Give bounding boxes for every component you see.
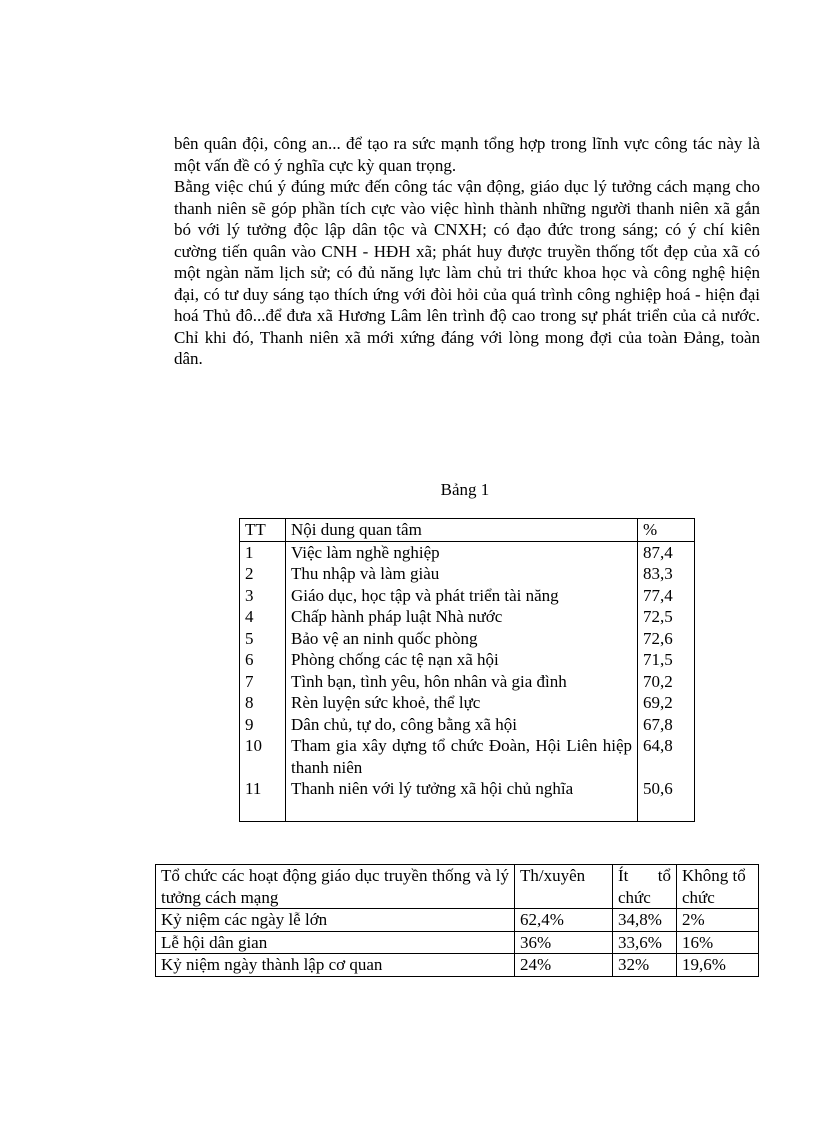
row-number: 5 [240,628,286,650]
table-row [240,671,695,693]
row-never: 19,6% [677,954,759,977]
table-1-header-tt: TT [240,519,286,542]
row-number: 7 [240,671,286,693]
row-never: 16% [677,931,759,954]
table-row [240,778,695,821]
row-content: Rèn luyện sức khoẻ, thể lực [286,692,638,714]
paragraph-1: bên quân đội, công an... để tạo ra sức mạnh tổng hợp trong lĩnh vực công tác này là một vấn đề có ý nghĩa cực kỳ quan trọng. [174,134,760,175]
row-content: Việc làm nghề nghiệp [286,541,638,563]
table-2-header-never: Không tổ chức [677,865,759,909]
row-content: Chấp hành pháp luật Nhà nước [286,606,638,628]
table-2-header-regular: Th/xuyên [515,865,613,909]
table-2-header-row [156,865,759,909]
row-percent: 71,5 [638,649,695,671]
table-2 [155,864,759,977]
row-rarely: 34,8% [613,909,677,932]
row-number: 2 [240,563,286,585]
table-row [240,563,695,585]
row-content: Tình bạn, tình yêu, hôn nhân và gia đình [286,671,638,693]
table-2-header-activity: Tổ chức các hoạt động giáo dục truyền thống và lý tưởng cách mạng [156,865,515,909]
table-row [240,714,695,736]
row-percent: 72,6 [638,628,695,650]
paragraph-2: Bằng việc chú ý đúng mức đến công tác vận động, giáo dục lý tưởng cách mạng cho thanh niên sẽ góp phần tích cực vào việc hình thành những người thanh niên xã gắn bó với lý tưởng độc lập dân tộc và CNXH; có đạo đức trong sáng; có ý chí kiên cường tiến quân vào CNH - HĐH xã; phát huy được truyền thống tốt đẹp của xã có một ngàn năm lịch sử; có đủ năng lực làm chủ tri thức khoa học và công nghệ hiện đại, có tư duy sáng tạo thích ứng với đòi hỏi của quá trình công nghiệp hoá - hiện đại hoá Thủ đô...để đưa xã Hương Lâm lên trình độ cao trong sự phát triển của cả nước. Chỉ khi đó, Thanh niên xã mới xứng đáng với lòng mong đợi của toàn Đảng, toàn dân. [174,177,760,368]
table-row [240,692,695,714]
row-content: Tham gia xây dựng tổ chức Đoàn, Hội Liên hiệp thanh niên [286,735,638,778]
row-content: Dân chủ, tự do, công bằng xã hội [286,714,638,736]
table-row [156,954,759,977]
table-row [240,541,695,563]
row-percent: 50,6 [638,778,695,821]
row-regular: 24% [515,954,613,977]
row-rarely: 33,6% [613,931,677,954]
row-percent: 77,4 [638,585,695,607]
row-number: 10 [240,735,286,778]
row-content: Thu nhập và làm giàu [286,563,638,585]
row-content: Giáo dục, học tập và phát triển tài năng [286,585,638,607]
row-number: 11 [240,778,286,821]
table-row [240,735,695,778]
row-percent: 87,4 [638,541,695,563]
row-number: 9 [240,714,286,736]
table-row [240,585,695,607]
row-percent: 83,3 [638,563,695,585]
table-2-header-rarely: Ít tổ chức [613,865,677,909]
row-percent: 67,8 [638,714,695,736]
row-number: 3 [240,585,286,607]
row-number: 6 [240,649,286,671]
row-activity: Lễ hội dân gian [156,931,515,954]
row-percent: 70,2 [638,671,695,693]
row-rarely: 32% [613,954,677,977]
row-content: Thanh niên với lý tưởng xã hội chủ nghĩa [286,778,638,821]
row-number: 8 [240,692,286,714]
table-row [156,931,759,954]
row-never: 2% [677,909,759,932]
row-regular: 62,4% [515,909,613,932]
row-percent: 72,5 [638,606,695,628]
table-row [156,909,759,932]
row-content: Phòng chống các tệ nạn xã hội [286,649,638,671]
row-content: Bảo vệ an ninh quốc phòng [286,628,638,650]
table-row [240,649,695,671]
row-activity: Kỷ niệm các ngày lễ lớn [156,909,515,932]
row-number: 4 [240,606,286,628]
table-1-header-row [240,519,695,542]
table-row [240,628,695,650]
row-number: 1 [240,541,286,563]
table-1-header-content: Nội dung quan tâm [286,519,638,542]
row-percent: 64,8 [638,735,695,778]
row-percent: 69,2 [638,692,695,714]
table-row [240,606,695,628]
row-regular: 36% [515,931,613,954]
table-1-caption: Bảng 1 [440,480,490,499]
table-1-header-percent: % [638,519,695,542]
table-1 [239,518,695,822]
row-activity: Kỷ niệm ngày thành lập cơ quan [156,954,515,977]
